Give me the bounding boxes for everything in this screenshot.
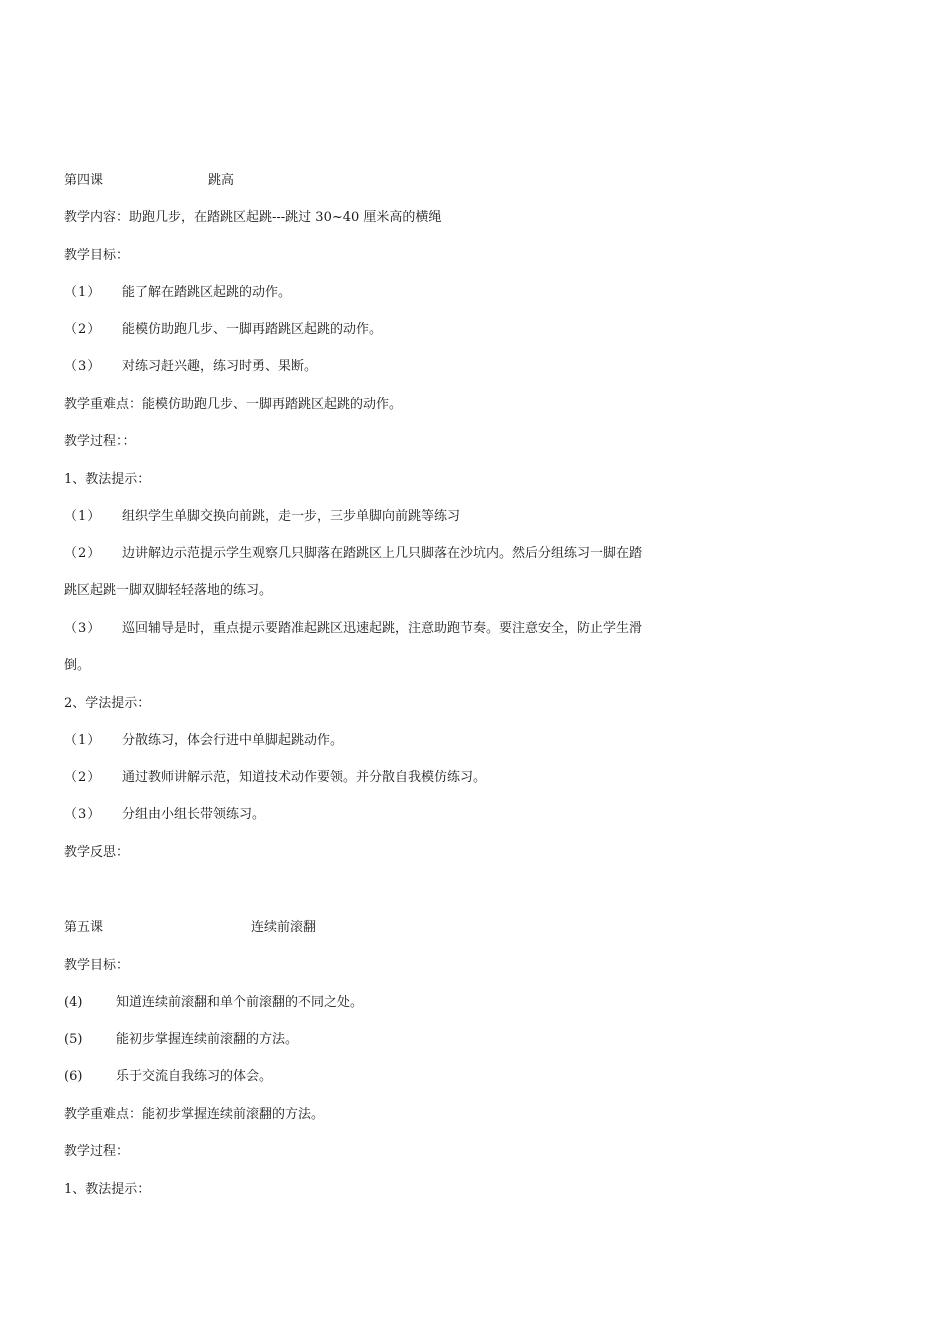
lesson4-teach-3 — [64, 620, 642, 638]
list-number: （2） — [64, 322, 102, 337]
list-text: 组织学生单脚交换向前跳，走一步，三步单脚向前跳等练习 — [122, 509, 461, 524]
list-text: 通过教师讲解示范，知道技术动作要领。并分散自我模仿练习。 — [122, 770, 487, 785]
list-text: 分组由小组长带领练习。 — [122, 807, 266, 822]
lesson5-topic: 连续前滚翻 — [251, 920, 317, 935]
lesson5-goals-heading: 教学目标： — [64, 958, 130, 973]
list-number: （3） — [64, 807, 102, 822]
lesson4-learn-heading: 2、学法提示： — [64, 696, 151, 711]
list-number: （1） — [64, 285, 102, 300]
lesson4-teach-2 — [64, 545, 642, 563]
lesson4-title: 第四课 — [64, 173, 104, 188]
lesson4-learn-1 — [64, 732, 343, 750]
lesson4-title-row — [64, 172, 235, 190]
lesson5-key-points: 教学重难点：能初步掌握连续前滚翻的方法。 — [64, 1107, 325, 1122]
lesson4-teach-3-cont: 倒。 — [64, 658, 91, 673]
lesson5-teach-heading: 1、教法提示： — [64, 1182, 151, 1197]
lesson4-goals-heading: 教学目标： — [64, 248, 130, 263]
lesson5-process-heading: 教学过程： — [64, 1144, 130, 1159]
lesson5-goal-6 — [64, 1068, 272, 1086]
list-text: 巡回辅导是时，重点提示要踏准起跳区迅速起跳，注意助跑节奏。要注意安全，防止学生滑 — [122, 621, 643, 636]
lesson4-process-heading: 教学过程：： — [64, 434, 136, 449]
list-number: （3） — [64, 359, 102, 374]
lesson4-content: 教学内容：助跑几步，在踏跳区起跳---跳过 30~40 厘米高的横绳 — [64, 210, 442, 225]
list-text: 分散练习，体会行进中单脚起跳动作。 — [122, 733, 344, 748]
lesson4-topic: 跳高 — [208, 173, 235, 188]
lesson4-reflection: 教学反思： — [64, 845, 130, 860]
lesson4-teach-heading: 1、教法提示： — [64, 472, 151, 487]
list-text: 能模仿助跑几步、一脚再踏跳区起跳的动作。 — [122, 322, 383, 337]
lesson5-title: 第五课 — [64, 920, 104, 935]
lesson4-teach-1 — [64, 508, 460, 526]
list-number: (5) — [64, 1032, 83, 1047]
lesson4-goal-3 — [64, 358, 317, 376]
lesson4-goal-1 — [64, 284, 291, 302]
lesson5-title-row — [64, 919, 317, 937]
list-text: 乐于交流自我练习的体会。 — [116, 1069, 273, 1084]
lesson4-key-points: 教学重难点：能模仿助跑几步、一脚再踏跳区起跳的动作。 — [64, 397, 403, 412]
list-number: （3） — [64, 621, 102, 636]
list-text: 边讲解边示范提示学生观察几只脚落在踏跳区上几只脚落在沙坑内。然后分组练习一脚在踏 — [122, 546, 643, 561]
lesson4-learn-2 — [64, 769, 486, 787]
list-text: 能了解在踏跳区起跳的动作。 — [122, 285, 292, 300]
list-number: (6) — [64, 1069, 83, 1084]
lesson4-learn-3 — [64, 806, 265, 824]
lesson5-goal-5 — [64, 1031, 298, 1049]
list-text: 对练习赶兴趣，练习时勇、果断。 — [122, 359, 318, 374]
lesson5-goal-4 — [64, 994, 363, 1012]
list-number: （2） — [64, 770, 102, 785]
list-number: （1） — [64, 733, 102, 748]
list-text: 知道连续前滚翻和单个前滚翻的不同之处。 — [116, 995, 364, 1010]
list-number: （2） — [64, 546, 102, 561]
lesson4-teach-2-cont: 跳区起跳一脚双脚轻轻落地的练习。 — [64, 583, 273, 598]
list-number: （1） — [64, 509, 102, 524]
list-number: (4) — [64, 995, 83, 1010]
list-text: 能初步掌握连续前滚翻的方法。 — [116, 1032, 299, 1047]
lesson4-goal-2 — [64, 321, 382, 339]
